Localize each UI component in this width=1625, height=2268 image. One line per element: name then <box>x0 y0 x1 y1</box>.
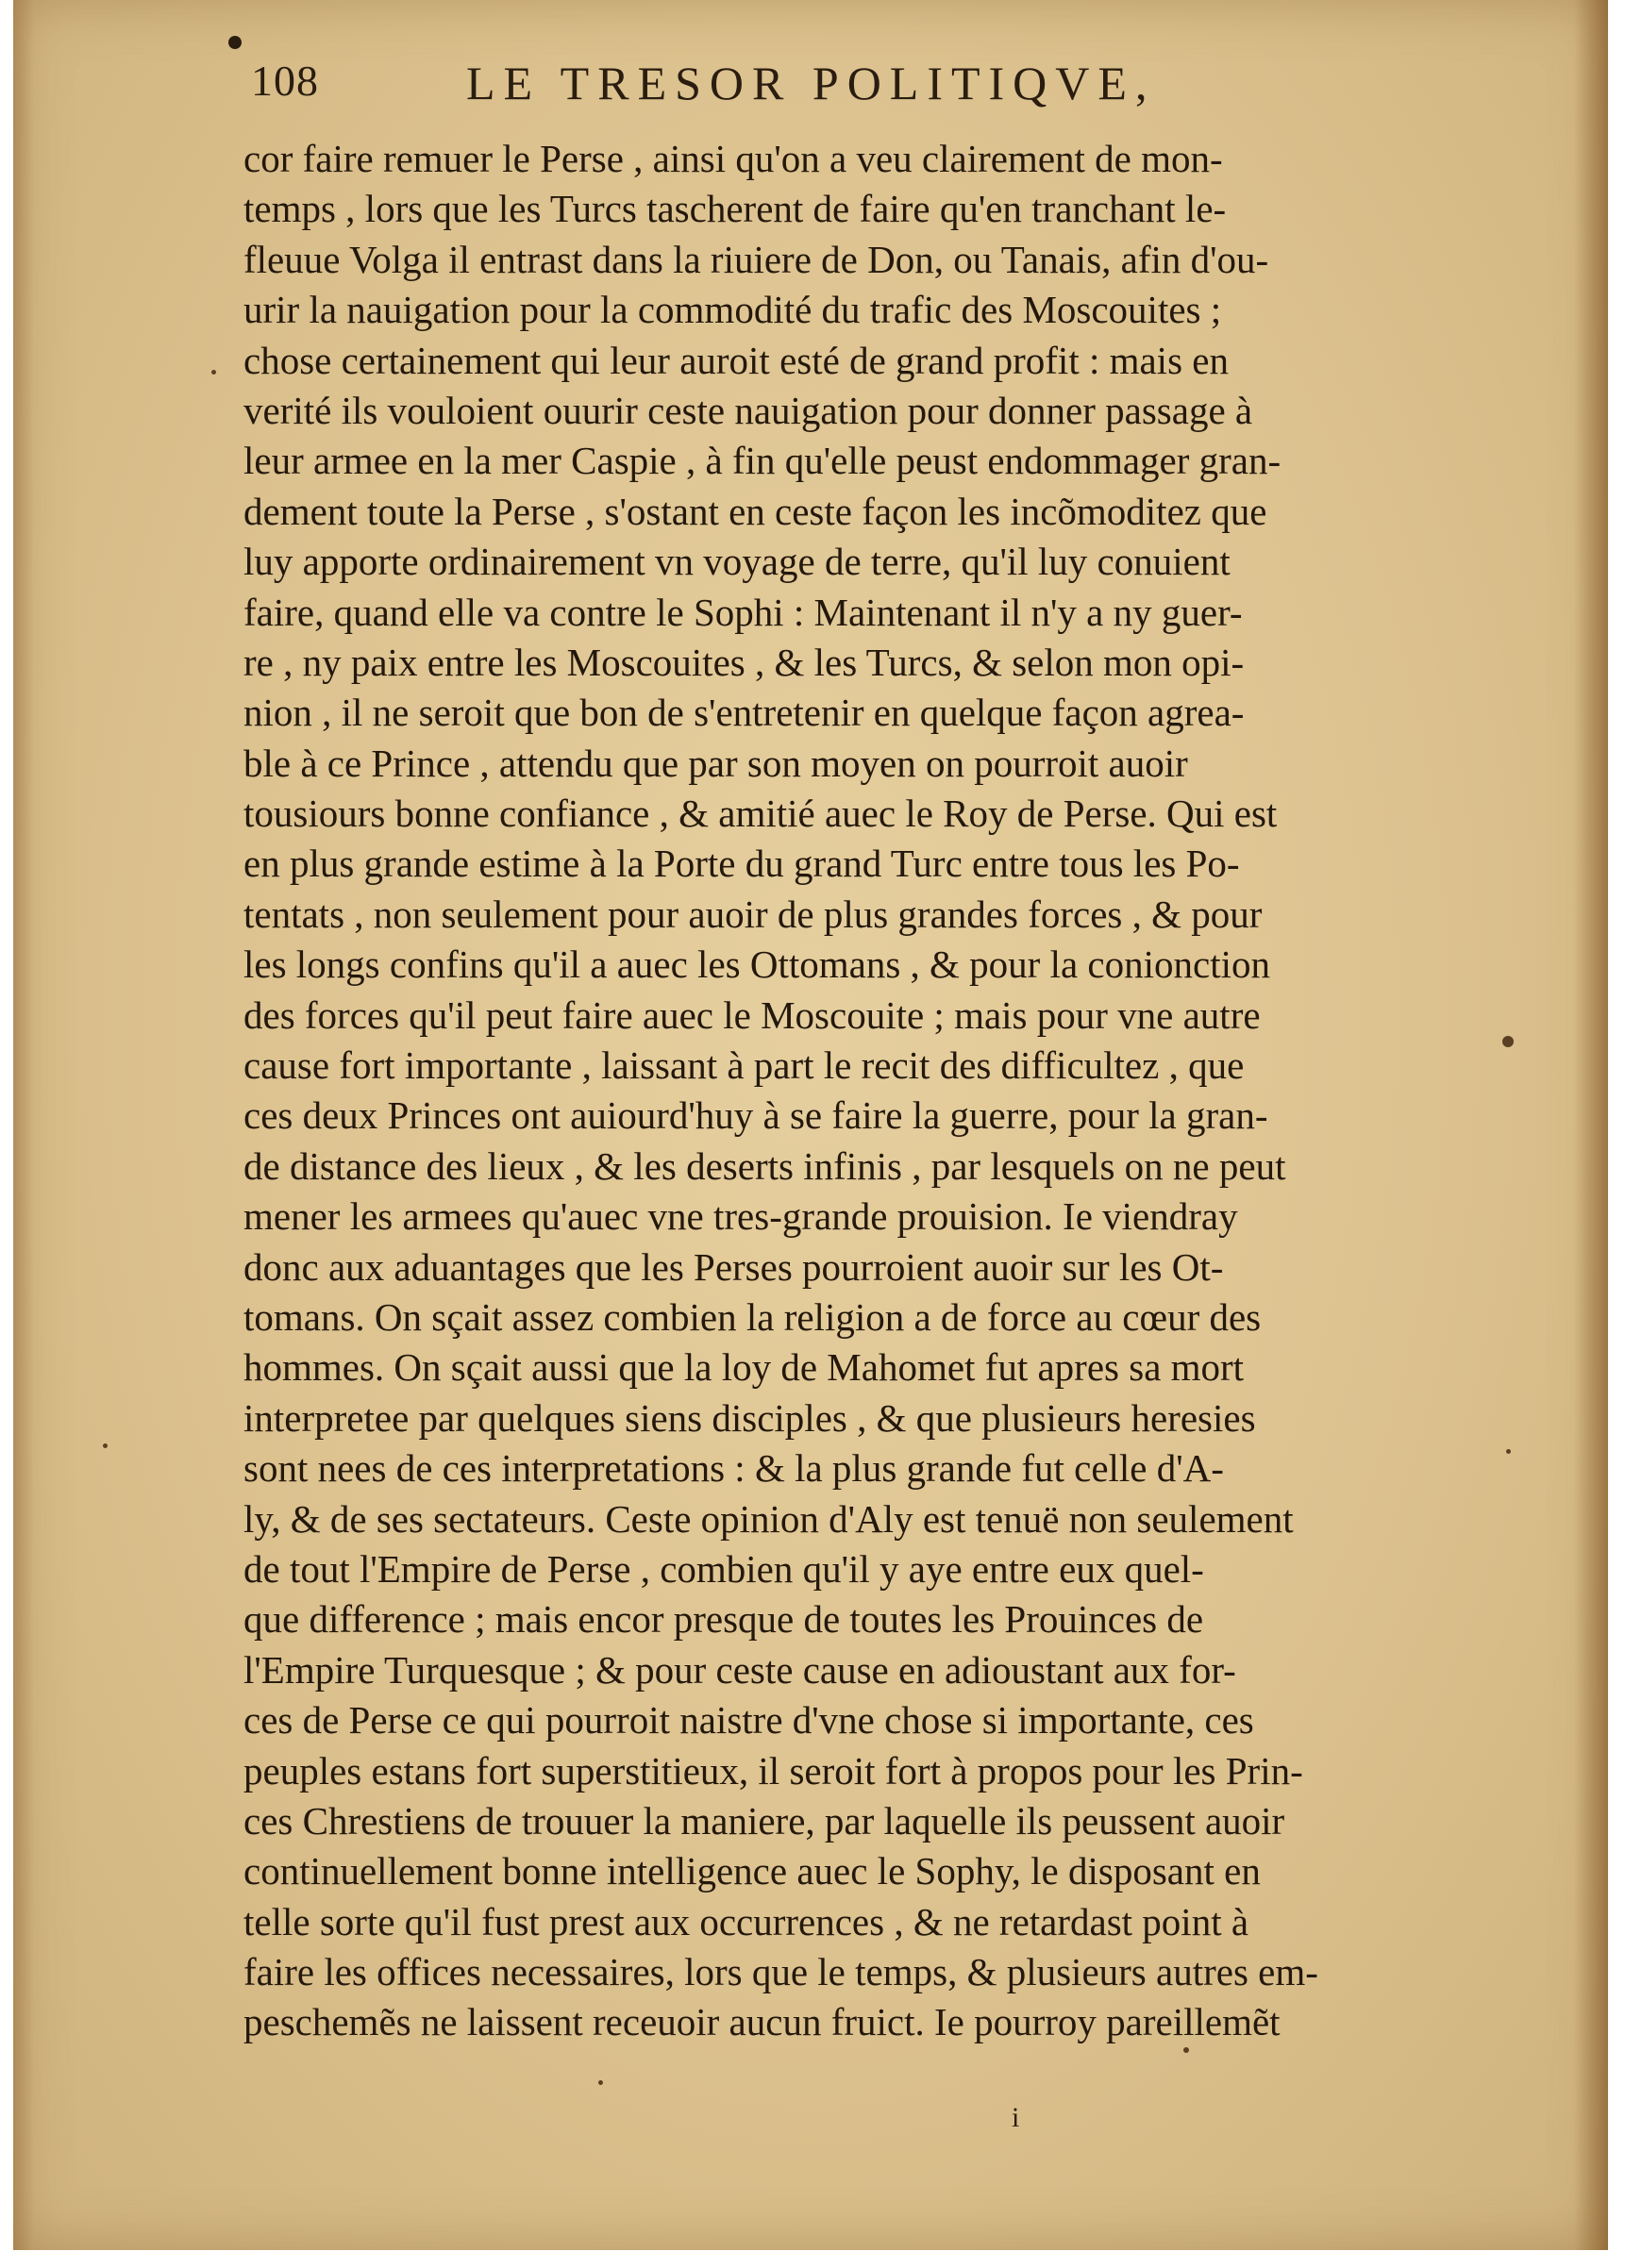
text-line: re , ny paix entre les Moscouites , & les Turcs, & selon mon opi- <box>243 640 1245 684</box>
text-line: peschemẽs ne laissent receuoir aucun fruict. Ie pourroy pareillemẽt <box>243 2000 1281 2044</box>
text-line: ces Chrestiens de trouuer la maniere, par laquelle ils peussent auoir <box>243 1798 1285 1843</box>
text-line: de tout l'Empire de Perse , combien qu'il y aye entre eux quel- <box>243 1546 1204 1591</box>
text-line: hommes. On sçait aussi que la loy de Mahomet fut apres sa mort <box>243 1345 1245 1390</box>
text-line: en plus grande estime à la Porte du grand Turc entre tous les Po- <box>243 842 1240 886</box>
text-line: fleuue Volga il entrast dans la riuiere de Don, ou Tanais, afin d'ou- <box>243 237 1269 281</box>
text-line: dement toute la Perse , s'ostant en ceste façon les incõmoditez que <box>243 489 1267 533</box>
text-line: des forces qu'il peut faire auec le Moscouite ; mais pour vne autre <box>243 992 1261 1037</box>
text-line: cor faire remuer le Perse , ainsi qu'on a veu clairement de mon- <box>243 137 1223 180</box>
text-line: sont nees de ces interpretations : & la plus grande fut celle d'A- <box>243 1446 1224 1491</box>
catchword-mark: i <box>1012 2102 1020 2133</box>
text-line: que difference ; mais encor presque de toutes les Prouinces de <box>243 1597 1204 1642</box>
body-text <box>243 134 1489 2048</box>
text-line: continuellement bonne intelligence auec le Sophy, le disposant en <box>243 1849 1261 1893</box>
text-line: faire les offices necessaires, lors que le temps, & plusieurs autres em- <box>243 1950 1318 1994</box>
text-line: ble à ce Prince , attendu que par son moyen on pourroit auoir <box>243 741 1188 785</box>
text-line: ces deux Princes ont auiourd'huy à se faire la guerre, pour la gran- <box>243 1093 1268 1138</box>
ink-speck <box>103 1443 108 1448</box>
ink-speck <box>1506 1449 1511 1454</box>
ink-speck <box>1183 2047 1189 2053</box>
book-page <box>13 0 1608 2250</box>
text-line: telle sorte qu'il fust prest aux occurrences , & ne retardast point à <box>243 1899 1249 1943</box>
text-line: de distance des lieux , & les deserts infinis , par lesquels on ne peut <box>243 1143 1286 1188</box>
text-line: cause fort importante , laissant à part le recit des difficultez , que <box>243 1043 1245 1088</box>
text-line: faire, quand elle va contre le Sophi : Maintenant il n'y a ny guer- <box>243 590 1243 634</box>
text-line: interpretee par quelques siens disciples , & que plusieurs heresies <box>243 1395 1256 1440</box>
text-line: tentats , non seulement pour auoir de plus grandes forces , & pour <box>243 892 1263 936</box>
text-line: peuples estans fort superstitieux, il seroit fort à propos pour les Prin- <box>243 1748 1303 1793</box>
text-line: urir la nauigation pour la commodité du trafic des Moscouites ; <box>243 288 1222 332</box>
text-line: ces de Perse ce qui pourroit naistre d'vne chose si importante, ces <box>243 1698 1254 1743</box>
text-line: donc aux aduantages que les Perses pourroient auoir sur les Ot- <box>243 1244 1224 1289</box>
text-line: l'Empire Turquesque ; & pour ceste cause en adioustant aux for- <box>243 1647 1236 1692</box>
text-line: mener les armees qu'auec vne tres-grande prouision. Ie viendray <box>243 1194 1238 1239</box>
text-line: leur armee en la mer Caspie , à fin qu'elle peust endommager gran- <box>243 439 1282 483</box>
ink-speck <box>211 370 216 375</box>
text-line: luy apporte ordinairement vn voyage de terre, qu'il luy conuient <box>243 540 1231 584</box>
text-line: verité ils vouloient ouurir ceste nauigation pour donner passage à <box>243 388 1253 432</box>
page-number: 108 <box>251 57 319 105</box>
page-edge-shadow <box>1574 0 1608 2250</box>
text-line: tomans. On sçait assez combien la religion a de force au cœur des <box>243 1294 1262 1339</box>
text-line: chose certainement qui leur auroit esté de grand profit : mais en <box>243 338 1229 382</box>
page-gutter-shadow <box>13 0 34 2250</box>
running-head <box>230 52 1438 127</box>
ink-dot-mark <box>228 36 242 49</box>
text-line: ly, & de ses sectateurs. Ceste opinion d'Aly est tenuë non seulement <box>243 1496 1294 1541</box>
text-line: temps , lors que les Turcs tascherent de faire qu'en tranchant le- <box>243 187 1227 231</box>
text-line: tousiours bonne confiance , & amitié auec le Roy de Perse. Qui est <box>243 792 1278 836</box>
running-title: LE TRESOR POLITIQVE, <box>466 57 1156 109</box>
ink-speck <box>1502 1036 1514 1047</box>
text-line: nion , il ne seroit que bon de s'entretenir en quelque façon agrea- <box>243 691 1245 735</box>
text-line: les longs confins qu'il a auec les Ottomans , & pour la conionction <box>243 942 1270 987</box>
ink-speck <box>598 2080 603 2085</box>
